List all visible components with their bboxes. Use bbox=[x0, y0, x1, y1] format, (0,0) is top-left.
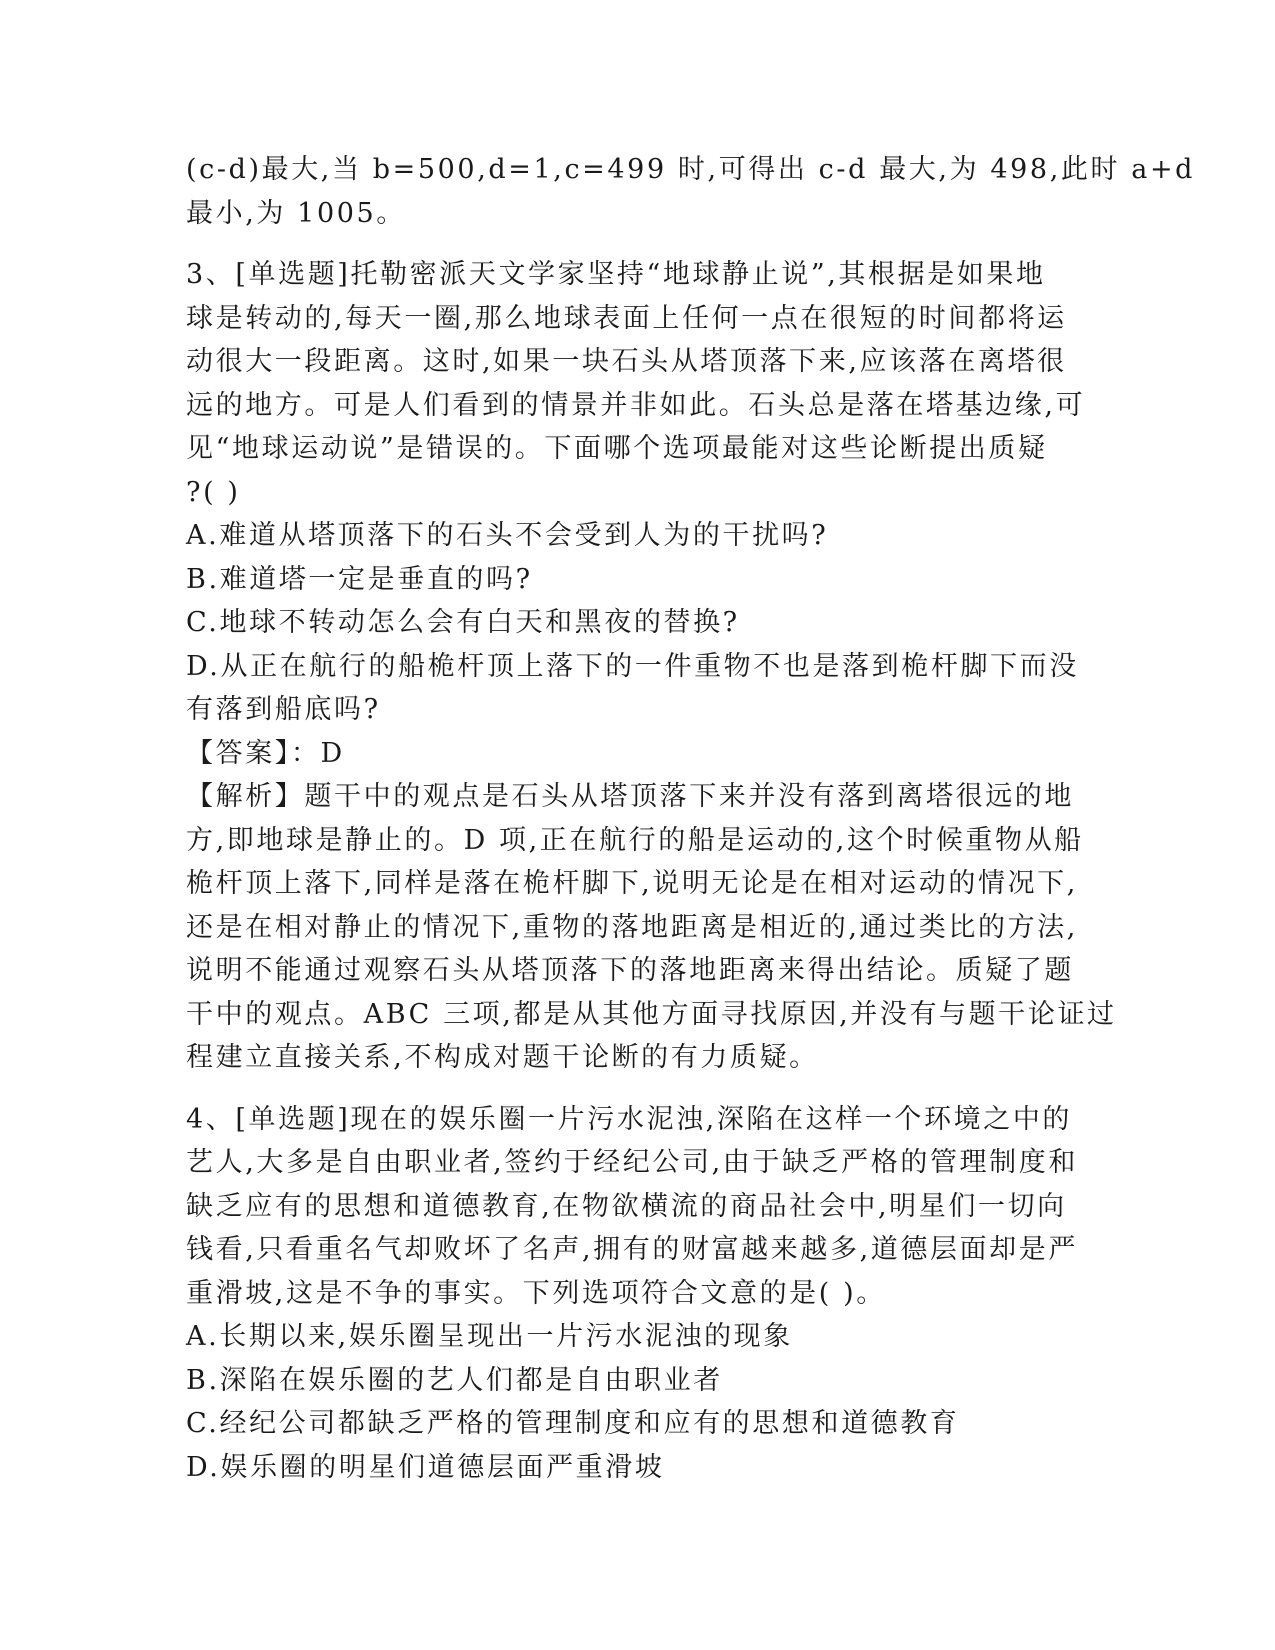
option-d: D.从正在航行的船桅杆顶上落下的一件重物不也是落到桅杆脚下而没 bbox=[186, 650, 1079, 682]
analysis-line: 桅杆顶上落下,同样是落在桅杆脚下,说明无论是在相对运动的情况下, bbox=[186, 868, 1078, 899]
question-4 bbox=[186, 1098, 1091, 1490]
option-b: B.难道塔一定是垂直的吗? bbox=[186, 563, 533, 595]
question-line: ?( ) bbox=[186, 476, 241, 508]
question-line: 球是转动的,每天一圈,那么地球表面上任何一点在很短的时间都将运 bbox=[186, 302, 1067, 334]
question-line: 重滑坡,这是不争的事实。下列选项符合文意的是( )。 bbox=[186, 1277, 886, 1309]
question-line: 动很大一段距离。这时,如果一块石头从塔顶落下来,应该落在离塔很 bbox=[186, 346, 1067, 377]
question-3-stem bbox=[186, 253, 1091, 514]
intro-paragraph bbox=[186, 148, 1196, 235]
analysis-line: 说明不能通过观察石头从塔顶落下的落地距离来得出结论。质疑了题 bbox=[186, 955, 1074, 986]
question-4-options bbox=[186, 1315, 1091, 1489]
option-c: C.地球不转动怎么会有白天和黑夜的替换? bbox=[186, 607, 740, 638]
option-b: B.深陷在娱乐圈的艺人们都是自由职业者 bbox=[186, 1364, 723, 1396]
analysis-line: 【解析】题干中的观点是石头从塔顶落下来并没有落到离塔很远的地 bbox=[186, 781, 1074, 812]
question-line: 4、[单选题]现在的娱乐圈一片污水泥浊,深陷在这样一个环境之中的 bbox=[186, 1103, 1073, 1135]
question-line: 见“地球运动说”是错误的。下面哪个选项最能对这些论断提出质疑 bbox=[186, 433, 1048, 464]
analysis-line: 程建立直接关系,不构成对题干论断的有力质疑。 bbox=[186, 1042, 819, 1073]
question-line: 3、[单选题]托勒密派天文学家坚持“地球静止说”,其根据是如果地 bbox=[186, 259, 1046, 290]
analysis-line: 方,即地球是静止的。D 项,正在航行的船是运动的,这个时候重物从船 bbox=[186, 824, 1084, 856]
question-3-options bbox=[186, 514, 1091, 732]
analysis-line: 干中的观点。ABC 三项,都是从其他方面寻找原因,并没有与题干论证过 bbox=[186, 998, 1117, 1030]
option-d: D.娱乐圈的明星们道德层面严重滑坡 bbox=[186, 1451, 665, 1483]
option-c: C.经纪公司都缺乏严格的管理制度和应有的思想和道德教育 bbox=[186, 1408, 960, 1439]
question-line: 艺人,大多是自由职业者,签约于经纪公司,由于缺乏严格的管理制度和 bbox=[186, 1147, 1078, 1178]
question-3 bbox=[186, 253, 1117, 1080]
question-4-stem bbox=[186, 1098, 1091, 1316]
option-a: A.长期以来,娱乐圈呈现出一片污水泥浊的现象 bbox=[186, 1321, 793, 1352]
answer-line: 【答案】：D bbox=[186, 737, 345, 769]
analysis-line: 还是在相对静止的情况下,重物的落地距离是相近的,通过类比的方法, bbox=[186, 911, 1078, 943]
intro-line: 最小,为 1005。 bbox=[186, 197, 406, 229]
intro-line: (c-d)最大,当 b=500,d=1,c=499 时,可得出 c-d 最大,为 498,此时 a+d bbox=[186, 154, 1196, 185]
question-line: 缺乏应有的思想和道德教育,在物欲横流的商品社会中,明星们一切向 bbox=[186, 1190, 1067, 1222]
question-line: 远的地方。可是人们看到的情景并非如此。石头总是落在塔基边缘,可 bbox=[186, 389, 1086, 421]
question-line: 钱看,只看重名气却败坏了名声,拥有的财富越来越多,道德层面却是严 bbox=[186, 1234, 1078, 1265]
analysis-paragraph bbox=[186, 775, 1117, 1080]
document-page bbox=[186, 148, 1196, 1489]
option-a: A.难道从塔顶落下的石头不会受到人为的干扰吗? bbox=[186, 520, 829, 551]
option-d-continued: 有落到船底吗? bbox=[186, 694, 381, 725]
